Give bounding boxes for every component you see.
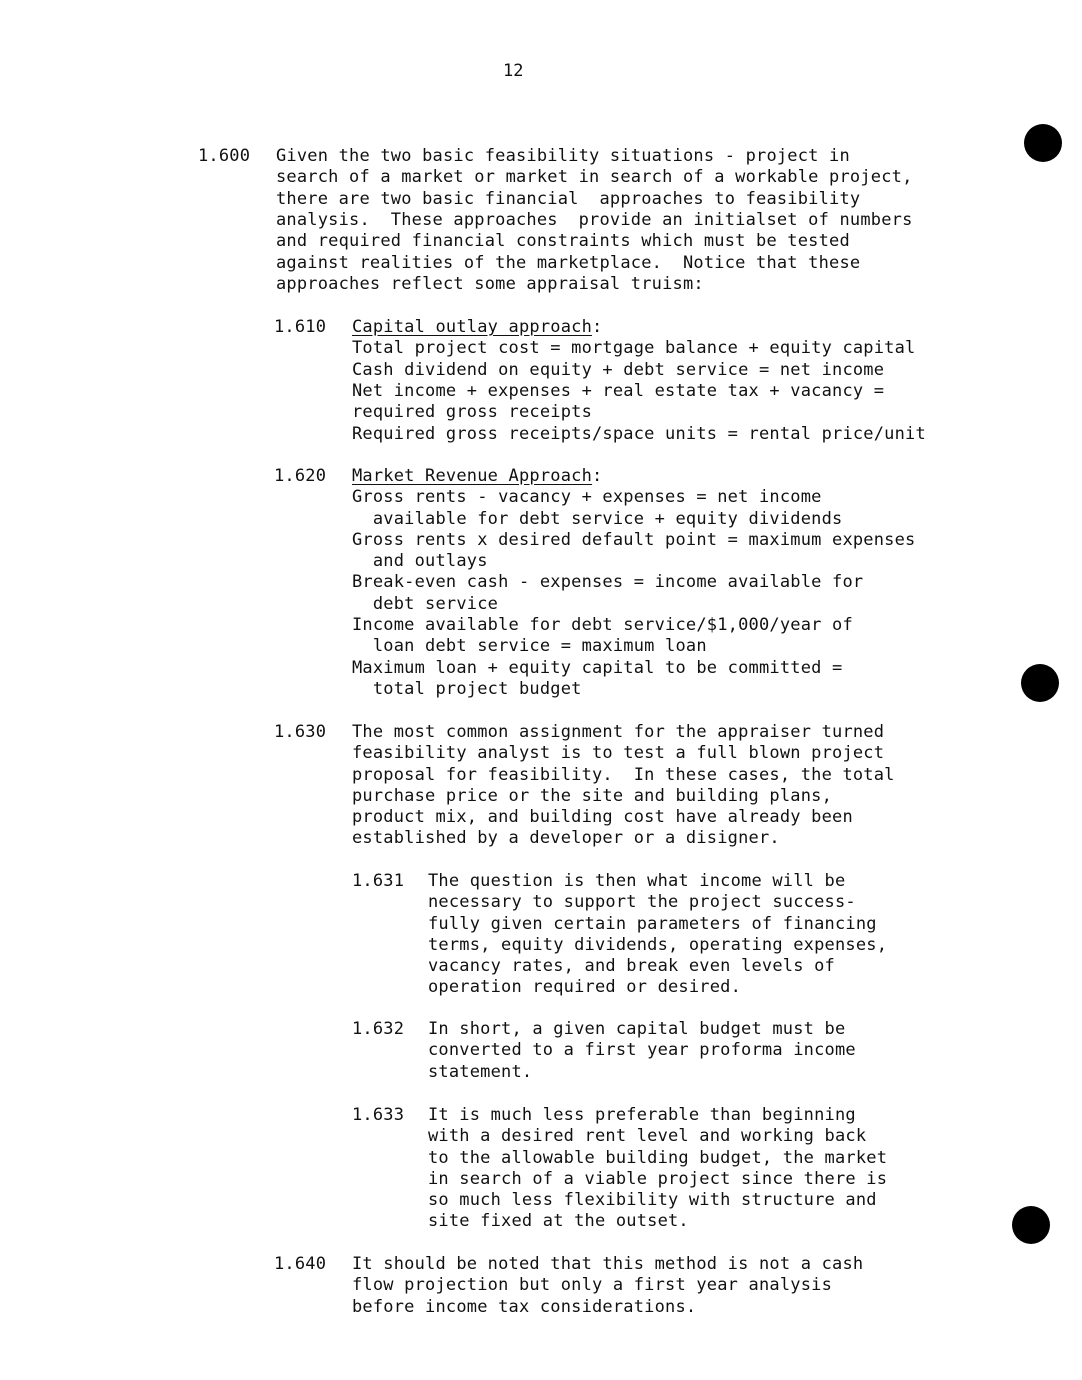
section-number: 1.631	[352, 871, 405, 891]
text-line: to the allowable building budget, the market	[428, 1148, 888, 1168]
punch-hole-bottom	[1012, 1206, 1050, 1244]
text-line: total project budget	[352, 679, 582, 699]
text-line: It is much less preferable than beginning	[428, 1105, 856, 1125]
text-line: Required gross receipts/space units = rental price/unit	[352, 424, 926, 444]
text-line: there are two basic financial approaches to feasibility	[276, 189, 861, 209]
section-number: 1.640	[274, 1254, 327, 1274]
heading-colon: :	[592, 317, 603, 337]
text-line: approaches reflect some appraisal truism:	[276, 274, 704, 294]
text-line: Total project cost = mortgage balance + equity capital	[352, 338, 916, 358]
text-line: before income tax considerations.	[352, 1297, 697, 1317]
text-line: loan debt service = maximum loan	[352, 636, 707, 656]
text-line: In short, a given capital budget must be	[428, 1019, 846, 1039]
text-line: It should be noted that this method is not a cash	[352, 1254, 864, 1274]
punch-hole-middle	[1021, 664, 1059, 702]
text-line: Gross rents - vacancy + expenses = net income	[352, 487, 822, 507]
text-line: necessary to support the project success-	[428, 892, 856, 912]
text-line: Gross rents x desired default point = maximum expenses	[352, 530, 916, 550]
text-line: statement.	[428, 1062, 533, 1082]
text-line: analysis. These approaches provide an initialset of numbers	[276, 210, 913, 230]
text-line: established by a developer or a disigner.	[352, 828, 780, 848]
text-line: site fixed at the outset.	[428, 1211, 689, 1231]
text-line: The most common assignment for the appraiser turned	[352, 722, 885, 742]
text-line: Cash dividend on equity + debt service = net income	[352, 360, 885, 380]
text-line: vacancy rates, and break even levels of	[428, 956, 835, 976]
text-line: feasibility analyst is to test a full blown project	[352, 743, 885, 763]
text-line: operation required or desired.	[428, 977, 742, 997]
text-line: Given the two basic feasibility situations - project in	[276, 146, 850, 166]
text-line: debt service	[352, 594, 499, 614]
text-line: against realities of the marketplace. Notice that these	[276, 253, 861, 273]
heading-colon: :	[592, 466, 603, 486]
text-line: available for debt service + equity dividends	[352, 509, 843, 529]
section-number: 1.610	[274, 317, 327, 337]
text-line: proposal for feasibility. In these cases, the total	[352, 765, 895, 785]
section-number: 1.632	[352, 1019, 405, 1039]
text-line: so much less flexibility with structure and	[428, 1190, 877, 1210]
text-line: with a desired rent level and working back	[428, 1126, 867, 1146]
text-line: Break-even cash - expenses = income available for	[352, 572, 864, 592]
text-line: converted to a first year proforma income	[428, 1040, 856, 1060]
text-line: Net income + expenses + real estate tax + vacancy =	[352, 381, 885, 401]
section-heading: Capital outlay approach	[352, 317, 593, 337]
section-heading: Market Revenue Approach	[352, 466, 593, 486]
text-line: and required financial constraints which must be tested	[276, 231, 850, 251]
text-line: and outlays	[352, 551, 488, 571]
text-line: purchase price or the site and building plans,	[352, 786, 833, 806]
section-number: 1.630	[274, 722, 327, 742]
section-number: 1.620	[274, 466, 327, 486]
section-number: 1.600	[198, 146, 251, 166]
section-number: 1.633	[352, 1105, 405, 1125]
text-line: required gross receipts	[352, 402, 593, 422]
text-line: The question is then what income will be	[428, 871, 846, 891]
text-line: fully given certain parameters of financing	[428, 914, 877, 934]
text-line: flow projection but only a first year analysis	[352, 1275, 833, 1295]
text-line: Maximum loan + equity capital to be committed =	[352, 658, 843, 678]
text-line: search of a market or market in search of a workable project,	[276, 167, 913, 187]
page-number: 12	[503, 61, 524, 81]
text-line: Income available for debt service/$1,000/year of	[352, 615, 853, 635]
text-line: product mix, and building cost have already been	[352, 807, 853, 827]
text-line: terms, equity dividends, operating expenses,	[428, 935, 888, 955]
text-line: in search of a viable project since there is	[428, 1169, 888, 1189]
punch-hole-top	[1024, 124, 1062, 162]
